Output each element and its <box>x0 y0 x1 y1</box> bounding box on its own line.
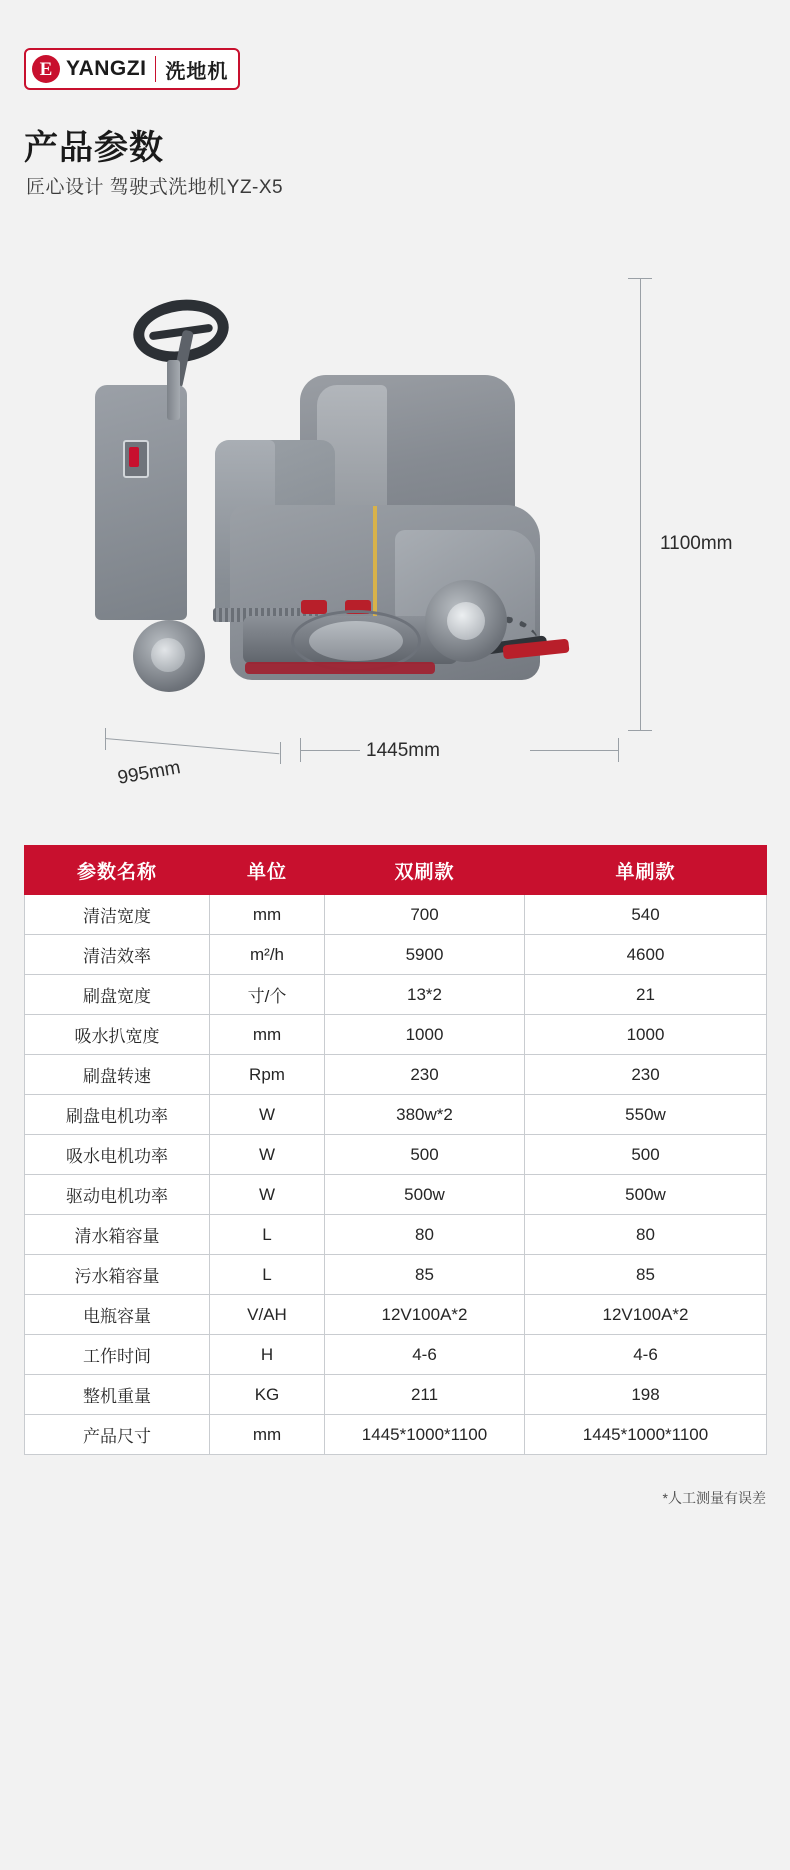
measurement-footnote: *人工测量有误差 <box>662 1490 766 1506</box>
console-column <box>95 385 187 620</box>
cell-param-name: 吸水扒宽度 <box>25 1015 210 1055</box>
floor-scrubber-illustration <box>95 290 615 740</box>
guide-rod <box>373 506 377 616</box>
cell-single-brush: 500w <box>525 1175 767 1215</box>
page-subtitle: 匠心设计 驾驶式洗地机YZ-X5 <box>26 177 284 198</box>
length-dimension-cap-left <box>300 738 301 762</box>
cell-unit: V/AH <box>210 1295 325 1335</box>
brand-cn-name: 洗地机 <box>165 60 229 83</box>
brand-latin-name: YANGZI <box>66 57 147 80</box>
column-header-dual-brush: 双刷款 <box>325 846 525 895</box>
cell-param-name: 产品尺寸 <box>25 1415 210 1455</box>
table-row <box>25 1215 767 1255</box>
cell-dual-brush: 1445*1000*1100 <box>325 1415 525 1455</box>
cell-param-name: 刷盘转速 <box>25 1055 210 1095</box>
height-dimension-line <box>640 278 641 730</box>
cell-single-brush: 1000 <box>525 1015 767 1055</box>
front-wheel-hub <box>151 638 185 672</box>
cell-single-brush: 12V100A*2 <box>525 1295 767 1335</box>
cell-param-name: 整机重量 <box>25 1375 210 1415</box>
cell-unit: m²/h <box>210 935 325 975</box>
cell-unit: W <box>210 1095 325 1135</box>
height-dimension-cap-bottom <box>628 730 652 731</box>
brand-mark-icon <box>32 55 60 83</box>
table-row <box>25 1415 767 1455</box>
cell-param-name: 电瓶容量 <box>25 1295 210 1335</box>
table-row <box>25 1255 767 1295</box>
length-dimension-line-right <box>530 750 618 751</box>
table-row <box>25 1175 767 1215</box>
cell-dual-brush: 700 <box>325 895 525 935</box>
length-dimension-label: 1445mm <box>366 740 440 761</box>
product-image-area <box>0 250 790 810</box>
page-title: 产品参数 <box>24 129 164 167</box>
cell-unit: mm <box>210 895 325 935</box>
cell-single-brush: 4600 <box>525 935 767 975</box>
cell-single-brush: 4-6 <box>525 1335 767 1375</box>
cell-param-name: 刷盘宽度 <box>25 975 210 1015</box>
cell-dual-brush: 500 <box>325 1135 525 1175</box>
cell-unit: 寸/个 <box>210 975 325 1015</box>
table-row <box>25 1135 767 1175</box>
console-stem <box>167 360 180 420</box>
cell-single-brush: 230 <box>525 1055 767 1095</box>
cell-dual-brush: 500w <box>325 1175 525 1215</box>
table-header-row <box>25 846 767 895</box>
cell-single-brush: 85 <box>525 1255 767 1295</box>
cell-dual-brush: 230 <box>325 1055 525 1095</box>
table-row <box>25 1335 767 1375</box>
table-row <box>25 935 767 975</box>
cell-dual-brush: 380w*2 <box>325 1095 525 1135</box>
cell-unit: Rpm <box>210 1055 325 1095</box>
rear-wheel-hub <box>447 602 485 640</box>
table-row <box>25 895 767 935</box>
cell-unit: KG <box>210 1375 325 1415</box>
table-row <box>25 1015 767 1055</box>
cell-dual-brush: 85 <box>325 1255 525 1295</box>
length-dimension-cap-right <box>618 738 619 762</box>
brand-mark-letter: E <box>39 58 53 80</box>
width-dimension-label: 995mm <box>116 757 183 789</box>
column-header-unit: 单位 <box>210 846 325 895</box>
cell-param-name: 刷盘电机功率 <box>25 1095 210 1135</box>
cell-param-name: 驱动电机功率 <box>25 1175 210 1215</box>
cell-single-brush: 550w <box>525 1095 767 1135</box>
cell-dual-brush: 4-6 <box>325 1335 525 1375</box>
cell-dual-brush: 80 <box>325 1215 525 1255</box>
brand-logo <box>24 48 240 90</box>
table-row <box>25 1055 767 1095</box>
table-row <box>25 975 767 1015</box>
column-header-single-brush: 单刷款 <box>525 846 767 895</box>
cell-unit: W <box>210 1175 325 1215</box>
cell-param-name: 工作时间 <box>25 1335 210 1375</box>
brush-skirt <box>245 662 435 674</box>
spec-table <box>24 845 767 1455</box>
cell-param-name: 吸水电机功率 <box>25 1135 210 1175</box>
spec-table-head <box>25 846 767 895</box>
column-header-name: 参数名称 <box>25 846 210 895</box>
width-dimension-cap-left <box>105 728 106 750</box>
cell-dual-brush: 12V100A*2 <box>325 1295 525 1335</box>
cell-unit: W <box>210 1135 325 1175</box>
cell-single-brush: 80 <box>525 1215 767 1255</box>
control-panel-indicator <box>129 447 139 467</box>
cell-param-name: 清洁效率 <box>25 935 210 975</box>
cell-unit: H <box>210 1335 325 1375</box>
deck-bracket-left <box>301 600 327 614</box>
height-dimension-label: 1100mm <box>660 533 733 554</box>
brush-disc-inner <box>309 621 403 661</box>
spec-table-body <box>25 895 767 1455</box>
width-dimension-cap-right <box>280 742 281 764</box>
cell-single-brush: 21 <box>525 975 767 1015</box>
cell-param-name: 清洁宽度 <box>25 895 210 935</box>
length-dimension-line-left <box>300 750 360 751</box>
cell-dual-brush: 13*2 <box>325 975 525 1015</box>
width-dimension-line <box>105 738 279 754</box>
cell-single-brush: 540 <box>525 895 767 935</box>
table-row <box>25 1375 767 1415</box>
cell-unit: mm <box>210 1015 325 1055</box>
spec-table-wrapper <box>24 845 766 1455</box>
table-row <box>25 1295 767 1335</box>
height-dimension-cap-top <box>628 278 652 279</box>
cell-dual-brush: 1000 <box>325 1015 525 1055</box>
brand-divider <box>155 56 156 82</box>
cell-unit: mm <box>210 1415 325 1455</box>
cell-param-name: 污水箱容量 <box>25 1255 210 1295</box>
cell-param-name: 清水箱容量 <box>25 1215 210 1255</box>
cell-single-brush: 198 <box>525 1375 767 1415</box>
cell-single-brush: 500 <box>525 1135 767 1175</box>
cell-unit: L <box>210 1215 325 1255</box>
cell-unit: L <box>210 1255 325 1295</box>
cell-single-brush: 1445*1000*1100 <box>525 1415 767 1455</box>
cell-dual-brush: 5900 <box>325 935 525 975</box>
table-row <box>25 1095 767 1135</box>
cell-dual-brush: 211 <box>325 1375 525 1415</box>
